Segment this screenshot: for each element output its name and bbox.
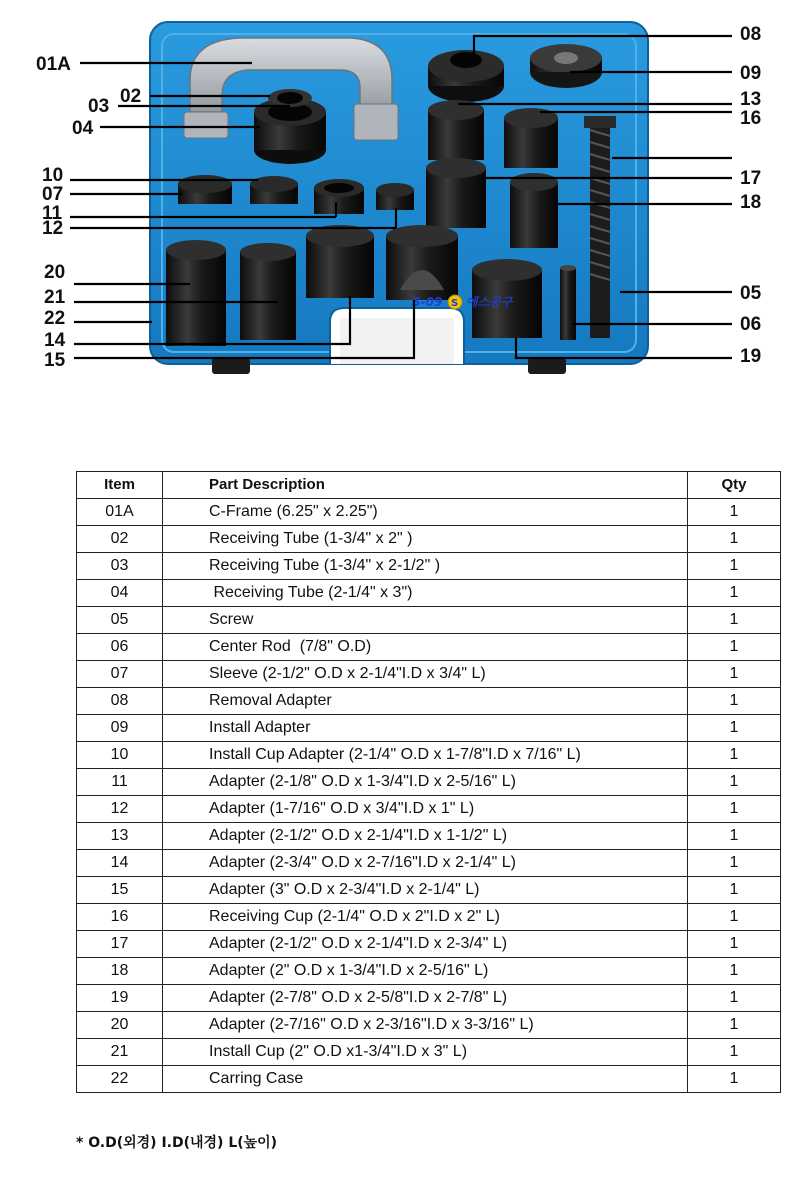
cell-qty: 1 (688, 553, 781, 580)
cell-description: Adapter (2-7/8" O.D x 2-5/8"I.D x 2-7/8" L) (163, 985, 688, 1012)
table-row (77, 661, 781, 688)
cell-qty: 1 (688, 850, 781, 877)
cell-qty: 1 (688, 715, 781, 742)
table-row (77, 715, 781, 742)
cell-qty: 1 (688, 580, 781, 607)
table-row (77, 580, 781, 607)
cell-description: Adapter (2-1/2" O.D x 2-1/4"I.D x 1-1/2" L) (163, 823, 688, 850)
parts-table (76, 471, 781, 1093)
watermark-brand: 에스공구 (466, 295, 513, 309)
cell-item: 21 (77, 1039, 163, 1066)
cell-item: 13 (77, 823, 163, 850)
cell-description: Receiving Tube (1-3/4" x 2-1/2" ) (163, 553, 688, 580)
cell-qty: 1 (688, 904, 781, 931)
table-row (77, 607, 781, 634)
table-row (77, 526, 781, 553)
cell-description: C-Frame (6.25" x 2.25") (163, 499, 688, 526)
cell-item: 06 (77, 634, 163, 661)
callout-22: 22 (44, 308, 66, 329)
cell-item: 19 (77, 985, 163, 1012)
table-row (77, 823, 781, 850)
callout-13: 13 (740, 89, 762, 110)
callout-14: 14 (44, 330, 66, 351)
cell-item: 18 (77, 958, 163, 985)
callout-01a: 01A (36, 54, 71, 75)
cell-description: Carring Case (163, 1066, 688, 1093)
callout-09: 09 (740, 63, 762, 84)
table-row (77, 553, 781, 580)
cell-item: 11 (77, 769, 163, 796)
callout-15: 15 (44, 350, 66, 371)
callout-16: 16 (740, 108, 762, 129)
table-row (77, 1012, 781, 1039)
cell-item: 17 (77, 931, 163, 958)
cell-qty: 1 (688, 796, 781, 823)
cell-qty: 1 (688, 931, 781, 958)
cell-item: 15 (77, 877, 163, 904)
callout-06: 06 (740, 314, 762, 335)
cell-item: 10 (77, 742, 163, 769)
cell-description: Adapter (2-3/4" O.D x 2-7/16"I.D x 2-1/4" L) (163, 850, 688, 877)
callout-labels-left (36, 54, 141, 371)
cell-description: Screw (163, 607, 688, 634)
cell-item: 03 (77, 553, 163, 580)
table-row (77, 877, 781, 904)
cell-description: Receiving Cup (2-1/4" O.D x 2"I.D x 2" L) (163, 904, 688, 931)
cell-description: Receiving Tube (1-3/4" x 2" ) (163, 526, 688, 553)
callout-18: 18 (740, 192, 762, 213)
cell-description: Adapter (3" O.D x 2-3/4"I.D x 2-1/4" L) (163, 877, 688, 904)
table-row (77, 796, 781, 823)
cell-qty: 1 (688, 823, 781, 850)
cell-description: Adapter (2-1/2" O.D x 2-1/4"I.D x 2-3/4" L) (163, 931, 688, 958)
cell-qty: 1 (688, 634, 781, 661)
cell-description: Install Adapter (163, 715, 688, 742)
cell-item: 01A (77, 499, 163, 526)
cell-description: Removal Adapter (163, 688, 688, 715)
callout-17: 17 (740, 168, 762, 189)
cell-qty: 1 (688, 1039, 781, 1066)
callout-labels-right (740, 24, 762, 367)
cell-description: Adapter (1-7/16" O.D x 3/4"I.D x 1" L) (163, 796, 688, 823)
cell-qty: 1 (688, 499, 781, 526)
watermark-code: S-09 (412, 295, 443, 309)
table-row (77, 985, 781, 1012)
callout-12: 12 (42, 218, 64, 239)
cell-item: 20 (77, 1012, 163, 1039)
cell-item: 05 (77, 607, 163, 634)
cell-item: 04 (77, 580, 163, 607)
callout-05: 05 (740, 283, 762, 304)
table-row (77, 688, 781, 715)
cell-qty: 1 (688, 1012, 781, 1039)
cell-description: Install Cup (2" O.D x1-3/4"I.D x 3" L) (163, 1039, 688, 1066)
svg-text:S: S (451, 298, 459, 309)
cell-description: Receiving Tube (2-1/4" x 3") (163, 580, 688, 607)
cell-description: Sleeve (2-1/2" O.D x 2-1/4"I.D x 3/4" L) (163, 661, 688, 688)
cell-description: Center Rod (7/8" O.D) (163, 634, 688, 661)
cell-item: 02 (77, 526, 163, 553)
callout-07: 07 (42, 184, 64, 205)
header-item: Item (77, 472, 163, 499)
product-photo (0, 0, 800, 390)
callout-20: 20 (44, 262, 66, 283)
cell-item: 14 (77, 850, 163, 877)
callout-04: 04 (72, 118, 94, 139)
cell-item: 12 (77, 796, 163, 823)
cell-item: 22 (77, 1066, 163, 1093)
table-row (77, 742, 781, 769)
table-row (77, 850, 781, 877)
removal-adapter-part (428, 50, 504, 102)
header-description: Part Description (163, 472, 688, 499)
cell-qty: 1 (688, 877, 781, 904)
install-adapter-part (530, 44, 602, 88)
cell-qty: 1 (688, 526, 781, 553)
table-row (77, 958, 781, 985)
cell-qty: 1 (688, 1066, 781, 1093)
cell-description: Adapter (2-1/8" O.D x 1-3/4"I.D x 2-5/16" L) (163, 769, 688, 796)
parts-table-body (77, 499, 781, 1093)
callout-11: 11 (42, 203, 63, 224)
footnote: * O.D(외경) I.D(내경) L(높이) (76, 1135, 278, 1151)
cell-qty: 1 (688, 661, 781, 688)
cell-item: 16 (77, 904, 163, 931)
center-rod-part (560, 265, 576, 340)
cell-qty: 1 (688, 607, 781, 634)
cell-description: Install Cup Adapter (2-1/4" O.D x 1-7/8"I.D x 7/16" L) (163, 742, 688, 769)
cell-description: Adapter (2-7/16" O.D x 2-3/16"I.D x 3-3/16" L) (163, 1012, 688, 1039)
table-row (77, 1039, 781, 1066)
callout-02: 02 (120, 86, 142, 107)
table-row (77, 499, 781, 526)
cell-item: 08 (77, 688, 163, 715)
cell-qty: 1 (688, 985, 781, 1012)
cell-item: 07 (77, 661, 163, 688)
cell-qty: 1 (688, 769, 781, 796)
callout-10: 10 (42, 165, 64, 186)
cell-qty: 1 (688, 958, 781, 985)
callout-21: 21 (44, 287, 66, 308)
callout-19: 19 (740, 346, 762, 367)
table-row (77, 1066, 781, 1093)
table-row (77, 634, 781, 661)
callout-03: 03 (88, 96, 110, 117)
cell-description: Adapter (2" O.D x 1-3/4"I.D x 2-5/16" L) (163, 958, 688, 985)
cell-item: 09 (77, 715, 163, 742)
table-row (77, 931, 781, 958)
cell-qty: 1 (688, 742, 781, 769)
cell-qty: 1 (688, 688, 781, 715)
header-qty: Qty (688, 472, 781, 499)
table-header-row (77, 472, 781, 499)
callout-08: 08 (740, 24, 762, 45)
table-row (77, 904, 781, 931)
table-row (77, 769, 781, 796)
